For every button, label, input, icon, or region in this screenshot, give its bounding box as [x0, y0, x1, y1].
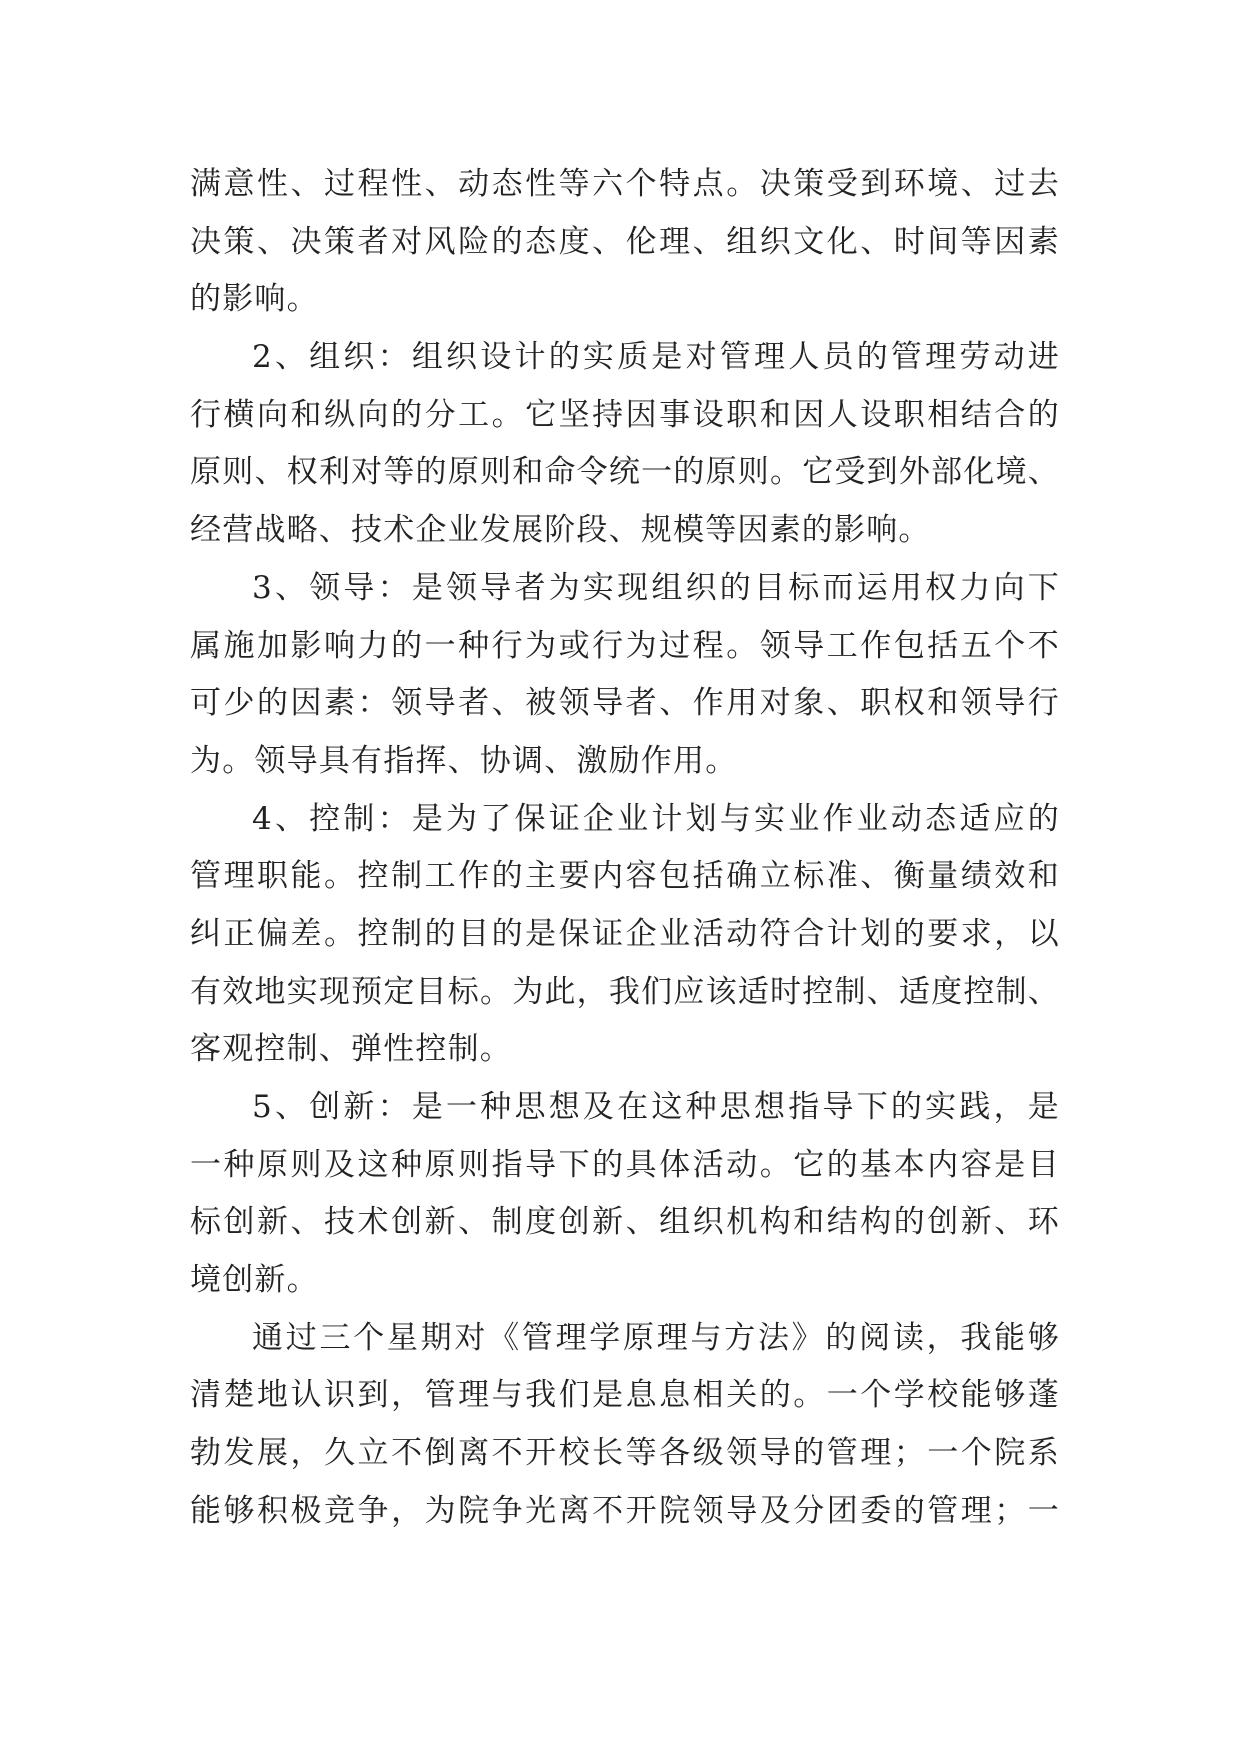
- text-line: 管理职能。控制工作的主要内容包括确立标准、衡量绩效和: [190, 858, 1060, 895]
- text-line: 5、创新：是一种思想及在这种思想指导下的实践，是: [252, 1089, 1060, 1125]
- text-line: 满意性、过程性、动态性等六个特点。决策受到环境、过去: [190, 166, 1060, 202]
- text-line: 行横向和纵向的分工。它坚持因事设职和因人设职相结合的: [190, 396, 1060, 433]
- text-line: 的影响。: [190, 281, 319, 318]
- text-line: 能够积极竞争，为院争光离不开院领导及分团委的管理；一: [190, 1492, 1060, 1529]
- text-line: 为。领导具有指挥、协调、激励作用。: [190, 742, 738, 779]
- text-line: 勃发展，久立不倒离不开校长等各级领导的管理；一个院系: [190, 1435, 1060, 1472]
- text-line: 决策、决策者对风险的态度、伦理、组织文化、时间等因素: [190, 223, 1060, 260]
- text-line: 标创新、技术创新、制度创新、组织机构和结构的创新、环: [190, 1204, 1060, 1241]
- text-line: 有效地实现预定目标。为此，我们应该适时控制、适度控制、: [190, 973, 1060, 1010]
- text-line: 纠正偏差。控制的目的是保证企业活动符合计划的要求，以: [190, 915, 1060, 952]
- text-line: 原则、权利对等的原则和命令统一的原则。它受到外部化境、: [190, 454, 1060, 491]
- text-line: 属施加影响力的一种行为或行为过程。领导工作包括五个不: [190, 627, 1060, 664]
- text-line: 清楚地认识到，管理与我们是息息相关的。一个学校能够蓬: [190, 1377, 1060, 1414]
- text-line: 境创新。: [190, 1262, 319, 1299]
- text-line: 2、组织：组织设计的实质是对管理人员的管理劳动进: [252, 339, 1060, 376]
- text-line: 通过三个星期对《管理学原理与方法》的阅读，我能够: [252, 1319, 1060, 1356]
- text-line: 可少的因素：领导者、被领导者、作用对象、职权和领导行: [190, 685, 1060, 722]
- document-body: [190, 156, 1060, 1541]
- text-line: 3、领导：是领导者为实现组织的目标而运用权力向下: [252, 569, 1060, 606]
- text-line: 一种原则及这种原则指导下的具体活动。它的基本内容是目: [190, 1146, 1060, 1183]
- text-line: 客观控制、弹性控制。: [190, 1031, 512, 1068]
- text-line: 经营战略、技术企业发展阶段、规模等因素的影响。: [190, 512, 931, 549]
- text-line: 4、控制：是为了保证企业计划与实业作业动态适应的: [252, 800, 1060, 837]
